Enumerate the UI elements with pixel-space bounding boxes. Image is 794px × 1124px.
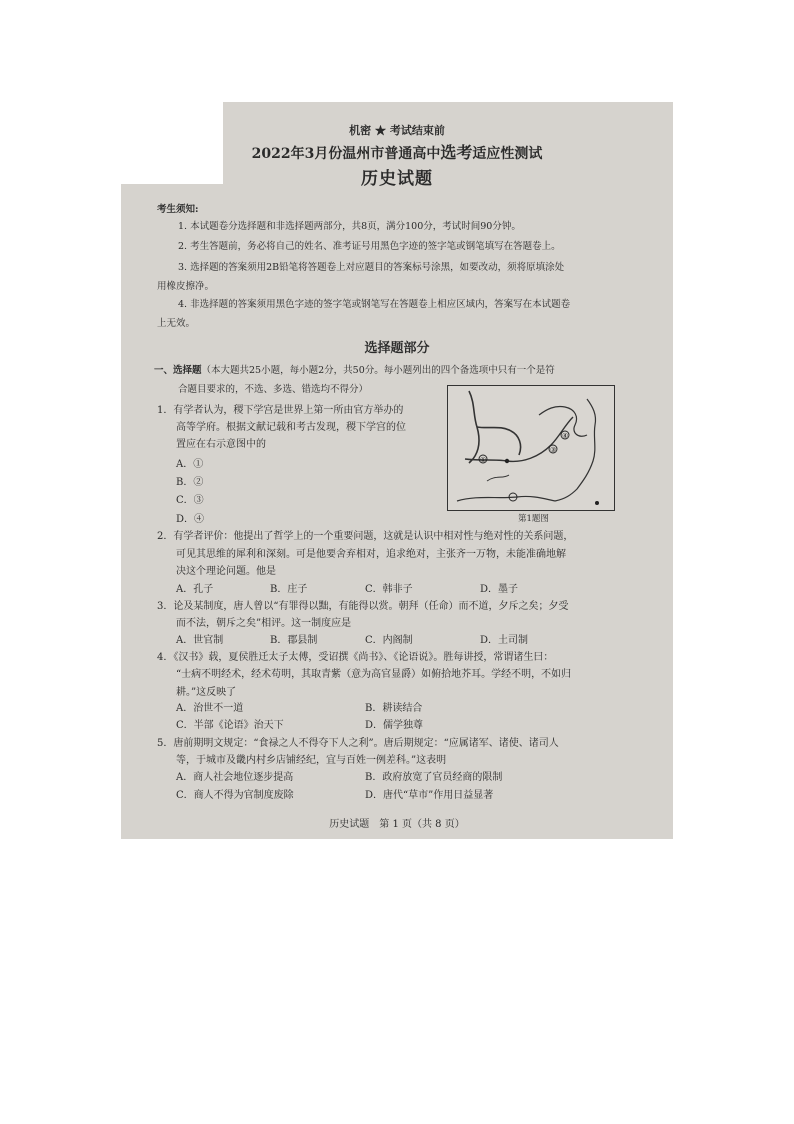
map-figure <box>447 385 615 511</box>
option: A．商人社会地位逐步提高 <box>176 772 294 783</box>
notice-item: 3. 选择题的答案须用2B铅笔将答题卷上对应题目的答案标号涂黑，如要改动，须将原填涂处 <box>178 262 565 273</box>
notice-item: 2. 考生答题前，务必将自己的姓名、准考证号用黑色字迹的签字笔或钢笔填写在答题卷上。 <box>178 241 561 252</box>
section-title: 选择题部分 <box>364 341 430 356</box>
option: A．孔子 <box>176 584 214 595</box>
notice-item: 1. 本试题卷分选择题和非选择题两部分，共8页，满分100分，考试时间90分钟。 <box>178 221 521 232</box>
map-marker-label: ④ <box>562 432 569 440</box>
question-1: 1．有学者认为，稷下学宫是世界上第一所由官方举办的 <box>157 405 404 416</box>
question-4: 4．《汉书》载，夏侯胜迁太子太傅，受诏撰《尚书》、《论语说》。胜每讲授，常谓诸生曰： <box>157 652 554 663</box>
question-5: 5．唐前期明文规定：“食禄之人不得夺下人之利”。唐后期规定：“应属诸军、诸使、诸司人 <box>157 738 559 749</box>
question-3: 而不法，朝斥之矣”相评。这一制度应是 <box>176 618 352 629</box>
notice-item: 4. 非选择题的答案须用黑色字迹的签字笔或钢笔写在答题卷上相应区域内，答案写在本试题卷 <box>178 299 571 310</box>
option: B．政府放宽了官员经商的限制 <box>365 772 503 783</box>
option: B．庄子 <box>270 584 308 595</box>
option: A．治世不一道 <box>176 703 244 714</box>
map-marker-label: ③ <box>550 446 557 454</box>
section-intro: 一、选择题（本大题共25小题，每小题2分，共50分。每小题列出的四个备选项中只有一个是符 <box>154 365 555 376</box>
option: D．④ <box>176 514 205 525</box>
question-1: 置应在右示意图中的 <box>176 439 266 450</box>
exam-title: 2022年3月份温州市普通高中选考适应性测试 <box>251 143 543 162</box>
subject-title: 历史试题 <box>361 169 433 189</box>
option: B．耕读结合 <box>365 703 423 714</box>
notice-item: 上无效。 <box>157 318 196 329</box>
question-2: 2．有学者评价：他提出了哲学上的一个重要问题，这就是认识中相对性与绝对性的关系问题， <box>157 531 574 542</box>
confidential-label: 机密 ★ 考试结束前 <box>349 124 445 137</box>
option: D．儒学独尊 <box>365 720 424 731</box>
option: C．内阁制 <box>365 635 413 646</box>
option: D．唐代“草市”作用日益显著 <box>365 790 494 801</box>
map-caption: 第1题图 <box>518 514 549 524</box>
question-4: “士病不明经术，经术苟明，其取青紫（意为高官显爵）如俯拾地芥耳。学经不明，不如归 <box>176 669 572 680</box>
question-1: 高等学府。根据文献记载和考古发现，稷下学宫的位 <box>176 422 406 433</box>
question-2: 决这个理论问题。他是 <box>176 566 276 577</box>
option: D．墨子 <box>480 584 519 595</box>
option: B．郡县制 <box>270 635 318 646</box>
option: C．半部《论语》治天下 <box>176 720 284 731</box>
option: B．② <box>176 477 204 488</box>
page-footer: 历史试题 第 1 页（共 8 页） <box>329 819 465 830</box>
option: A．世官制 <box>176 635 224 646</box>
option: C．韩非子 <box>365 584 413 595</box>
map-marker-label: ① <box>480 456 487 464</box>
option: C．③ <box>176 495 204 506</box>
question-3: 3．论及某制度，唐人曾以“有罪得以黜，有能得以赏。朝拜（任命）而不道，夕斥之矣；夕受 <box>157 601 569 612</box>
notice-heading: 考生须知: <box>157 204 199 215</box>
option: D．土司制 <box>480 635 529 646</box>
notice-item: 用橡皮擦净。 <box>157 281 215 292</box>
question-2: 可见其思维的犀利和深刻。可是他要舍弃相对，追求绝对，主张齐一万物，未能准确地解 <box>176 549 566 560</box>
question-5: 等，于城市及畿内村乡店铺经纪，宜与百姓一例差科。”这表明 <box>176 755 447 766</box>
option: A．① <box>176 459 204 470</box>
question-4: 耕。”这反映了 <box>176 687 237 698</box>
section-intro: 合题目要求的，不选、多选、错选均不得分） <box>178 384 369 395</box>
map-marker-2 <box>505 459 509 463</box>
option: C．商人不得为官制度废除 <box>176 790 294 801</box>
